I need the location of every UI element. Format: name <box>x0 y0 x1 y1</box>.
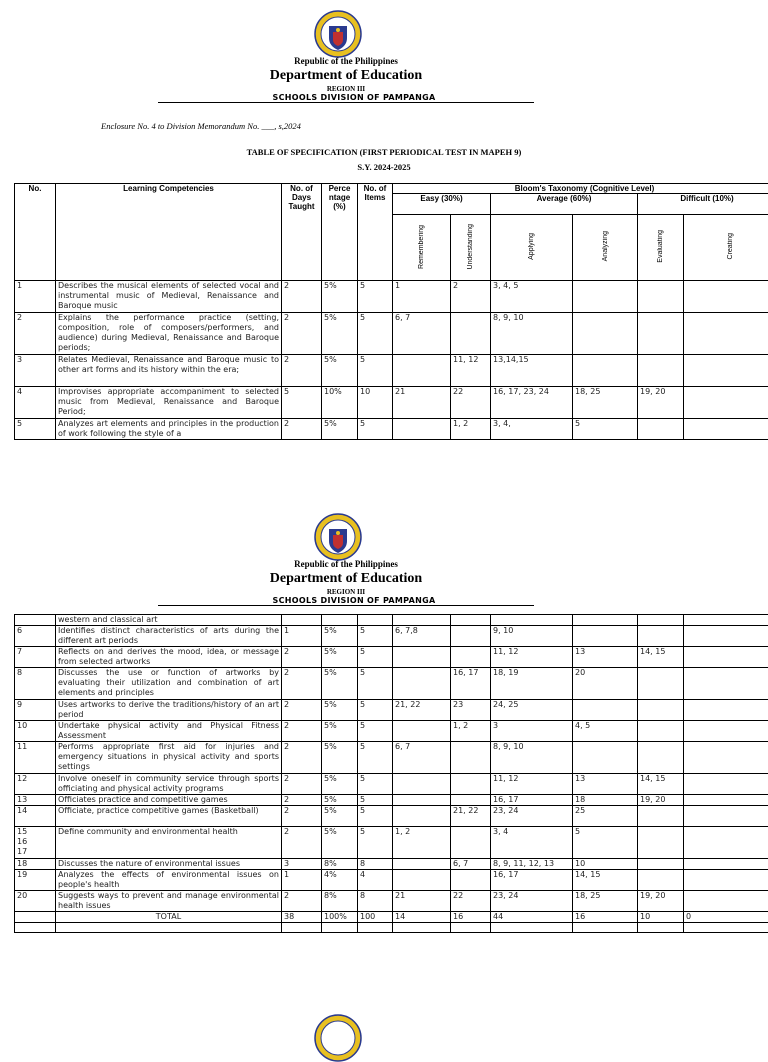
row-creating <box>684 870 768 891</box>
region-text: REGION III <box>0 85 692 93</box>
row-understanding <box>451 827 491 859</box>
specification-table-page1 <box>14 183 768 440</box>
row-days: 5 <box>282 387 322 419</box>
row-remembering <box>393 721 451 742</box>
row-percentage: 4% <box>322 870 358 891</box>
row-days: 2 <box>282 827 322 859</box>
row-evaluating <box>638 870 684 891</box>
row-competency: Uses artworks to derive the traditions/history of an art period <box>56 700 282 721</box>
region-text: REGION III <box>0 588 692 596</box>
col-competencies-header: Learning Competencies <box>56 184 282 281</box>
row-number: 2 <box>15 313 56 355</box>
row-creating <box>684 774 768 795</box>
row-number: 10 <box>15 721 56 742</box>
row-remembering <box>393 668 451 700</box>
row-items: 5 <box>358 313 393 355</box>
row-evaluating: 19, 20 <box>638 795 684 806</box>
row-number: 6 <box>15 626 56 647</box>
row-percentage: 5% <box>322 742 358 774</box>
row-remembering: 21 <box>393 891 451 912</box>
row-analyzing: 18, 25 <box>573 387 638 419</box>
row-understanding: 6, 7 <box>451 859 491 870</box>
row-competency: Define community and environmental health <box>56 827 282 859</box>
row-items: 5 <box>358 355 393 387</box>
row-items: 5 <box>358 668 393 700</box>
row-days: 2 <box>282 742 322 774</box>
row-creating <box>684 827 768 859</box>
analyzing-header: Analyzing <box>601 231 610 261</box>
row-remembering: 21 <box>393 387 451 419</box>
row-items: 10 <box>358 387 393 419</box>
total-cre: 0 <box>684 912 768 923</box>
deped-seal-logo <box>314 10 362 58</box>
row-number: 5 <box>15 419 56 440</box>
difficult-header: Difficult (10%) <box>638 194 768 215</box>
row-number: 20 <box>15 891 56 912</box>
row-number: 3 <box>15 355 56 387</box>
row-items: 5 <box>358 700 393 721</box>
row-evaluating <box>638 721 684 742</box>
evaluating-header: Evaluating <box>656 230 665 263</box>
row-competency: Describes the musical elements of selected vocal and instrumental music of Medieval, Renaissance and Baroque music <box>56 281 282 313</box>
row-analyzing: 25 <box>573 806 638 827</box>
row-understanding: 1, 2 <box>451 419 491 440</box>
table-row <box>15 774 768 795</box>
row-applying: 8, 9, 10 <box>491 313 573 355</box>
row-applying: 23, 24 <box>491 806 573 827</box>
row-analyzing <box>573 355 638 387</box>
row-evaluating <box>638 626 684 647</box>
continued-row <box>15 615 768 626</box>
empty-cell <box>282 923 322 933</box>
row-competency: Undertake physical activity and Physical Fitness Assessment <box>56 721 282 742</box>
row-applying: 16, 17 <box>491 795 573 806</box>
empty-cell <box>573 923 638 933</box>
row-number: 9 <box>15 700 56 721</box>
empty-cell <box>322 923 358 933</box>
row-creating <box>684 742 768 774</box>
empty-cell <box>15 923 56 933</box>
row-items: 8 <box>358 859 393 870</box>
row-creating <box>684 700 768 721</box>
row-analyzing: 14, 15 <box>573 870 638 891</box>
row-percentage: 5% <box>322 774 358 795</box>
row-analyzing <box>573 626 638 647</box>
total-eva: 10 <box>638 912 684 923</box>
row-remembering <box>393 647 451 668</box>
row-evaluating: 19, 20 <box>638 891 684 912</box>
row-competency: Reflects on and derives the mood, idea, or message from selected artworks <box>56 647 282 668</box>
row-evaluating: 14, 15 <box>638 774 684 795</box>
row-creating <box>684 626 768 647</box>
row-competency: Improvises appropriate accompaniment to selected music from Medieval, Renaissance and Baroque Period; <box>56 387 282 419</box>
empty-cell <box>684 615 768 626</box>
row-understanding <box>451 313 491 355</box>
row-number: 11 <box>15 742 56 774</box>
row-understanding <box>451 742 491 774</box>
row-analyzing: 13 <box>573 774 638 795</box>
row-remembering: 6, 7,8 <box>393 626 451 647</box>
remembering-header: Remembering <box>417 225 426 269</box>
total-pct: 100% <box>322 912 358 923</box>
row-percentage: 5% <box>322 647 358 668</box>
row-competency: Analyzes art elements and principles in the production of work following the style of a <box>56 419 282 440</box>
row-number: 4 <box>15 387 56 419</box>
total-app: 44 <box>491 912 573 923</box>
row-days: 2 <box>282 281 322 313</box>
row-applying: 3 <box>491 721 573 742</box>
row-analyzing <box>573 281 638 313</box>
row-days: 1 <box>282 626 322 647</box>
row-evaluating <box>638 419 684 440</box>
creating-header: Creating <box>726 233 735 259</box>
understanding-header: Understanding <box>466 224 475 270</box>
row-competency: Discusses the nature of environmental issues <box>56 859 282 870</box>
republic-text: Republic of the Philippines <box>0 56 692 66</box>
row-evaluating <box>638 859 684 870</box>
enclosure-text: Enclosure No. 4 to Division Memorandum No. ___, s,2024 <box>101 121 301 131</box>
row-number <box>15 615 56 626</box>
row-items: 5 <box>358 647 393 668</box>
table-row <box>15 626 768 647</box>
empty-cell <box>638 923 684 933</box>
blank-row <box>15 923 768 933</box>
row-competency: Discusses the use or function of artworks by evaluating their utilization and combination of art elements and principles <box>56 668 282 700</box>
row-analyzing: 4, 5 <box>573 721 638 742</box>
empty-cell <box>56 923 282 933</box>
total-rem: 14 <box>393 912 451 923</box>
col-percentage-header: Perce ntage (%) <box>322 184 358 281</box>
row-competency: Performs appropriate first aid for injuries and emergency situations in physical activity and sports settings <box>56 742 282 774</box>
row-applying: 24, 25 <box>491 700 573 721</box>
row-creating <box>684 806 768 827</box>
row-evaluating <box>638 355 684 387</box>
row-days: 2 <box>282 700 322 721</box>
row-competency: Officiates practice and competitive games <box>56 795 282 806</box>
row-evaluating <box>638 827 684 859</box>
row-number: 8 <box>15 668 56 700</box>
row-understanding: 2 <box>451 281 491 313</box>
row-days: 2 <box>282 355 322 387</box>
row-competency: Explains the performance practice (setting, composition, role of composers/performers, and audience) during Medieval, Renaissance and Baroque periods; <box>56 313 282 355</box>
row-items: 5 <box>358 806 393 827</box>
row-creating <box>684 795 768 806</box>
row-items: 5 <box>358 774 393 795</box>
department-title: Department of Education <box>0 571 692 587</box>
table-row <box>15 700 768 721</box>
row-creating <box>684 313 768 355</box>
col-items-header: No. of Items <box>358 184 393 281</box>
row-analyzing: 10 <box>573 859 638 870</box>
row-applying: 9, 10 <box>491 626 573 647</box>
row-days: 2 <box>282 806 322 827</box>
row-number: 18 <box>15 859 56 870</box>
row-days: 2 <box>282 795 322 806</box>
table-row <box>15 419 768 440</box>
row-days: 2 <box>282 313 322 355</box>
row-percentage: 5% <box>322 668 358 700</box>
row-applying: 3, 4, 5 <box>491 281 573 313</box>
row-understanding: 23 <box>451 700 491 721</box>
row-evaluating: 19, 20 <box>638 387 684 419</box>
row-days: 2 <box>282 647 322 668</box>
row-remembering: 1, 2 <box>393 827 451 859</box>
division-text: SCHOOLS DIVISION OF PAMPANGA <box>0 93 708 102</box>
row-remembering <box>393 795 451 806</box>
row-analyzing: 5 <box>573 419 638 440</box>
table-row <box>15 742 768 774</box>
row-understanding <box>451 647 491 668</box>
row-competency: western and classical art <box>56 615 282 626</box>
empty-cell <box>15 912 56 923</box>
table-row <box>15 827 768 859</box>
row-evaluating <box>638 313 684 355</box>
row-remembering <box>393 859 451 870</box>
empty-cell <box>451 615 491 626</box>
row-days: 2 <box>282 774 322 795</box>
table-row <box>15 806 768 827</box>
row-percentage: 5% <box>322 313 358 355</box>
table-row <box>15 281 768 313</box>
row-percentage: 5% <box>322 419 358 440</box>
easy-header: Easy (30%) <box>393 194 491 215</box>
row-analyzing: 5 <box>573 827 638 859</box>
row-evaluating <box>638 806 684 827</box>
row-items: 5 <box>358 721 393 742</box>
total-days: 38 <box>282 912 322 923</box>
total-label: TOTAL <box>56 912 282 923</box>
row-percentage: 5% <box>322 281 358 313</box>
row-days: 3 <box>282 859 322 870</box>
row-creating <box>684 387 768 419</box>
row-days: 2 <box>282 668 322 700</box>
row-evaluating: 14, 15 <box>638 647 684 668</box>
row-applying: 8, 9, 10 <box>491 742 573 774</box>
row-percentage: 5% <box>322 700 358 721</box>
row-analyzing <box>573 700 638 721</box>
empty-cell <box>638 615 684 626</box>
table-row <box>15 355 768 387</box>
row-days: 2 <box>282 721 322 742</box>
row-creating <box>684 355 768 387</box>
row-evaluating <box>638 281 684 313</box>
specification-table-page2 <box>14 614 768 933</box>
table-row <box>15 721 768 742</box>
deped-seal-logo <box>314 1014 362 1062</box>
empty-cell <box>684 923 768 933</box>
row-applying: 23, 24 <box>491 891 573 912</box>
row-remembering <box>393 419 451 440</box>
row-analyzing: 18, 25 <box>573 891 638 912</box>
row-creating <box>684 668 768 700</box>
row-days: 1 <box>282 870 322 891</box>
row-competency: Relates Medieval, Renaissance and Baroque music to other art forms and its history within the era; <box>56 355 282 387</box>
row-analyzing: 20 <box>573 668 638 700</box>
row-applying: 3, 4 <box>491 827 573 859</box>
row-applying: 11, 12 <box>491 774 573 795</box>
empty-cell <box>358 923 393 933</box>
row-remembering <box>393 355 451 387</box>
table-row <box>15 668 768 700</box>
row-percentage: 5% <box>322 626 358 647</box>
row-understanding: 1, 2 <box>451 721 491 742</box>
row-number: 19 <box>15 870 56 891</box>
row-number: 12 <box>15 774 56 795</box>
row-competency: Analyzes the effects of environmental issues on people's health <box>56 870 282 891</box>
col-no-header: No. <box>15 184 56 281</box>
deped-seal-logo <box>314 513 362 561</box>
table-row <box>15 387 768 419</box>
total-items: 100 <box>358 912 393 923</box>
row-items: 5 <box>358 419 393 440</box>
table-row <box>15 313 768 355</box>
total-ana: 16 <box>573 912 638 923</box>
row-creating <box>684 419 768 440</box>
row-analyzing: 13 <box>573 647 638 668</box>
row-number: 1 <box>15 281 56 313</box>
empty-cell <box>491 615 573 626</box>
row-applying: 13,14,15 <box>491 355 573 387</box>
row-items: 5 <box>358 795 393 806</box>
empty-cell <box>573 615 638 626</box>
row-items: 5 <box>358 281 393 313</box>
table-row <box>15 795 768 806</box>
empty-cell <box>322 615 358 626</box>
row-competency: Identifies distinct characteristics of arts during the different art periods <box>56 626 282 647</box>
row-days: 2 <box>282 419 322 440</box>
row-percentage: 5% <box>322 355 358 387</box>
row-remembering <box>393 870 451 891</box>
table-row <box>15 891 768 912</box>
row-understanding: 22 <box>451 891 491 912</box>
empty-cell <box>451 923 491 933</box>
header-rule <box>158 605 534 606</box>
row-evaluating <box>638 668 684 700</box>
row-items: 5 <box>358 742 393 774</box>
average-header: Average (60%) <box>491 194 638 215</box>
row-applying: 16, 17 <box>491 870 573 891</box>
row-evaluating <box>638 742 684 774</box>
row-number: 14 <box>15 806 56 827</box>
row-understanding: 16, 17 <box>451 668 491 700</box>
row-creating <box>684 891 768 912</box>
row-number: 15 16 17 <box>15 827 56 859</box>
table-row <box>15 647 768 668</box>
row-understanding <box>451 795 491 806</box>
row-number: 7 <box>15 647 56 668</box>
division-text: SCHOOLS DIVISION OF PAMPANGA <box>0 596 708 605</box>
row-creating <box>684 647 768 668</box>
row-understanding: 21, 22 <box>451 806 491 827</box>
row-competency: Officiate, practice competitive games (Basketball) <box>56 806 282 827</box>
empty-cell <box>358 615 393 626</box>
row-evaluating <box>638 700 684 721</box>
document-title: TABLE OF SPECIFICATION (FIRST PERIODICAL TEST IN MAPEH 9) <box>0 147 768 157</box>
row-applying: 8, 9, 11, 12, 13 <box>491 859 573 870</box>
row-remembering <box>393 806 451 827</box>
col-days-header: No. of Days Taught <box>282 184 322 281</box>
header-rule <box>158 102 534 103</box>
row-applying: 16, 17, 23, 24 <box>491 387 573 419</box>
row-percentage: 8% <box>322 859 358 870</box>
row-creating <box>684 281 768 313</box>
row-items: 4 <box>358 870 393 891</box>
total-und: 16 <box>451 912 491 923</box>
row-remembering: 21, 22 <box>393 700 451 721</box>
row-analyzing <box>573 313 638 355</box>
row-applying: 11, 12 <box>491 647 573 668</box>
row-percentage: 5% <box>322 721 358 742</box>
row-percentage: 10% <box>322 387 358 419</box>
row-analyzing <box>573 742 638 774</box>
row-remembering: 1 <box>393 281 451 313</box>
bloom-header: Bloom's Taxonomy (Cognitive Level) <box>393 184 768 194</box>
row-items: 5 <box>358 827 393 859</box>
row-items: 5 <box>358 626 393 647</box>
table-row <box>15 870 768 891</box>
row-percentage: 5% <box>322 827 358 859</box>
empty-cell <box>491 923 573 933</box>
row-applying: 3, 4, <box>491 419 573 440</box>
row-competency: Suggests ways to prevent and manage environmental health issues <box>56 891 282 912</box>
school-year: S.Y. 2024-2025 <box>0 162 768 172</box>
row-percentage: 5% <box>322 806 358 827</box>
row-applying: 18, 19 <box>491 668 573 700</box>
row-understanding <box>451 626 491 647</box>
row-days: 2 <box>282 891 322 912</box>
row-remembering: 6, 7 <box>393 742 451 774</box>
row-understanding <box>451 870 491 891</box>
row-creating <box>684 859 768 870</box>
row-analyzing: 18 <box>573 795 638 806</box>
empty-cell <box>393 615 451 626</box>
empty-cell <box>393 923 451 933</box>
empty-cell <box>282 615 322 626</box>
row-number: 13 <box>15 795 56 806</box>
department-title: Department of Education <box>0 68 692 84</box>
row-percentage: 8% <box>322 891 358 912</box>
table-row <box>15 859 768 870</box>
row-remembering: 6, 7 <box>393 313 451 355</box>
row-items: 8 <box>358 891 393 912</box>
row-understanding: 22 <box>451 387 491 419</box>
applying-header: Applying <box>527 233 536 260</box>
row-remembering <box>393 774 451 795</box>
row-understanding: 11, 12 <box>451 355 491 387</box>
row-competency: Involve oneself in community service through sports officiating and physical activity programs <box>56 774 282 795</box>
row-understanding <box>451 774 491 795</box>
total-row <box>15 912 768 923</box>
row-creating <box>684 721 768 742</box>
row-percentage: 5% <box>322 795 358 806</box>
republic-text: Republic of the Philippines <box>0 559 692 569</box>
